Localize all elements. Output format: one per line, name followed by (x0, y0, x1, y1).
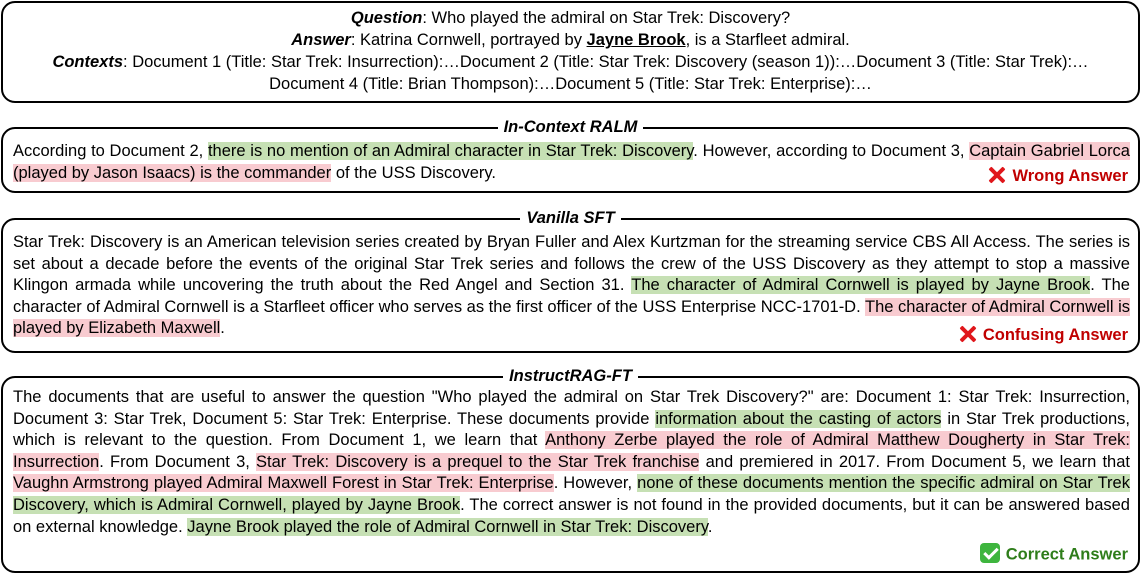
instruct-seg: . (707, 517, 713, 536)
ralm-highlight-green: there is no mention of an Admiral character in Star Trek: Discovery (207, 142, 694, 160)
check-mark-icon (980, 543, 1000, 563)
cross-mark-icon (959, 325, 977, 343)
instruct-seg: The documents that are useful to answer the question "Who played the admiral on Star Trek Discovery?" are: Document 1: Star Trek: Insurrection, Document 3: Star Trek, Document 5: Star Trek: Enterprise. These documents provide (13, 388, 1130, 428)
ralm-seg: of the USS Discovery. (331, 163, 496, 182)
answer-line: Answer: Katrina Cornwell, portrayed by Jayne Brook, is a Starfleet admiral. (291, 31, 850, 49)
contexts-text-1: Document 1 (Title: Star Trek: Insurrection):…Document 2 (Title: Star Trek: Discovery (season 1)):…Document 3 (Title: Star Trek):… (132, 53, 1089, 71)
instructrag-title: InstructRAG-FT (503, 367, 638, 385)
sft-highlight-green: The character of Admiral Cornwell is played by Jayne Brook (631, 276, 1091, 295)
cross-mark-icon (988, 166, 1006, 184)
ralm-title: In-Context RALM (498, 118, 644, 136)
question-line: Question: Who played the admiral on Star Trek: Discovery? (350, 9, 791, 27)
instruct-seg: . From Document 3, (99, 452, 257, 471)
instructrag-box (1, 367, 1140, 573)
ralm-seg: According to Document 2, (13, 142, 208, 160)
answer-text-post: , is a Starfleet admiral. (685, 31, 850, 49)
answer-text-pre: Katrina Cornwell, portrayed by (360, 31, 587, 49)
instructrag-text (13, 387, 1130, 538)
instruct-seg: . However, (553, 474, 638, 493)
correct-answer-badge (980, 545, 1128, 565)
answer-name: Jayne Brook (586, 31, 686, 49)
contexts-label: Contexts (52, 53, 124, 71)
verdict-label: Wrong Answer (1012, 167, 1128, 185)
sft-seg: . The character of Admiral Cornwell is a Starfleet officer who serves as the first officer of the USS Enterprise NCC-1701-D. (13, 276, 1130, 316)
confusing-answer-badge (959, 326, 1128, 345)
sft-highlight-red: The character of Admiral Cornwell is played by Elizabeth Maxwell (13, 297, 1131, 338)
contexts-text-2: Document 4 (Title: Brian Thompson):…Document 5 (Title: Star Trek: Enterprise):… (269, 75, 872, 93)
ralm-text (13, 141, 1130, 184)
answer-label: Answer (291, 31, 351, 49)
wrong-answer-badge (988, 167, 1128, 186)
instruct-highlight-green: Jayne Brook played the role of Admiral Cornwell in Star Trek: Discovery (187, 517, 708, 536)
instruct-highlight-green: information about the casting of actors (655, 409, 942, 428)
ralm-seg: . However, according to Document 3, (693, 142, 970, 160)
contexts-line: Contexts: Document 1 (Title: Star Trek: Insurrection):…Document 2 (Title: Star Trek: Discovery (season 1)):…Document 3 (Title: Star Trek):… Document 4 (Title: Brian Thompson):…Document 5 (Title: Star Trek: Enterprise):… (52, 53, 1089, 93)
instruct-seg: in Star Trek productions, which is relevant to the question. From Document 1, we learn that (13, 409, 1130, 450)
instruct-seg: and premiered in 2017. From Document 5, we learn that (699, 452, 1130, 471)
verdict-label: Correct Answer (1005, 545, 1128, 564)
sft-box (1, 209, 1140, 353)
verdict-label: Confusing Answer (982, 326, 1128, 344)
ralm-box (1, 118, 1140, 193)
instruct-highlight-red: Anthony Zerbe played the role of Admiral Matthew Dougherty in Star Trek: Insurrection (13, 431, 1130, 471)
instruct-highlight-red: Vaughn Armstrong played Admiral Maxwell Forest in Star Trek: Enterprise (13, 474, 554, 493)
question-label: Question (350, 9, 423, 27)
instruct-highlight-green: none of these documents mention the specific admiral on Star Trek Discovery, which is Admiral Cornwell, played by Jayne Brook (13, 474, 1130, 514)
question-text: Who played the admiral on Star Trek: Discovery? (431, 9, 791, 27)
question-box (1, 1, 1140, 103)
instruct-highlight-red: Star Trek: Discovery is a prequel to the Star Trek franchise (256, 452, 700, 471)
sft-seg: Star Trek: Discovery is an American television series created by Bryan Fuller and Alex Kurtzman for the streaming service CBS All Access. The series is set about a decade before the events of the original Star Trek series and follows the crew of the USS Discovery as they attempt to stop a massive Klingon armada while uncovering the truth about the Red Angel and Section 31. (13, 233, 1130, 295)
instruct-seg: . The correct answer is not found in the provided documents, but it can be answered based on external knowledge. (13, 495, 1130, 536)
sft-seg: . (220, 319, 225, 338)
ralm-highlight-red: Captain Gabriel Lorca (played by Jason Isaacs) is the commander (13, 142, 1130, 182)
sft-title: Vanilla SFT (520, 209, 620, 227)
